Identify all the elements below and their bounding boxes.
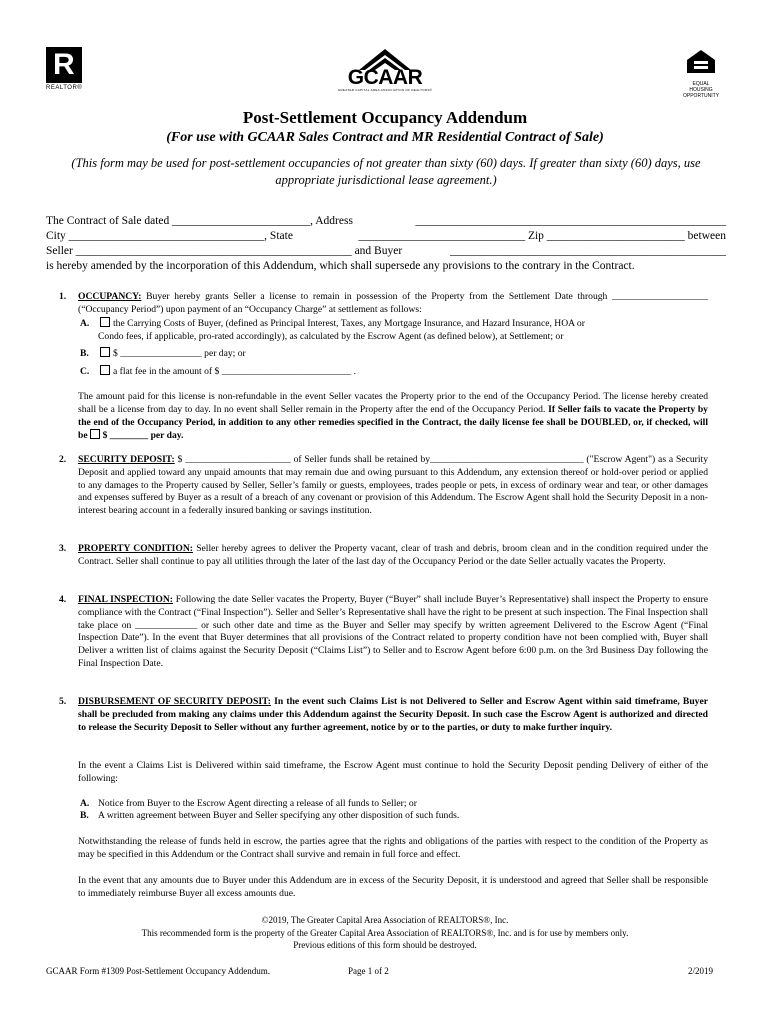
section-number: 4. <box>59 594 67 605</box>
option-label: B. <box>80 348 89 359</box>
option-text: A written agreement between Buyer and Seller specifying any other disposition of such funds. <box>98 810 460 821</box>
section-property-condition <box>59 543 708 569</box>
option-text[interactable]: $ _________________ per day; or <box>113 348 246 359</box>
section-security-deposit <box>59 454 708 518</box>
option-b <box>80 347 700 361</box>
section-header: FINAL INSPECTION: <box>78 594 174 605</box>
option-label: A. <box>80 798 90 809</box>
equal-housing-icon <box>685 48 717 74</box>
section-text: Buyer hereby grants Seller a license to remain in possession of the Property from the Settlement Date through ____________________ (“Occupancy Period”) upon payment of an “Occupancy Charge” at settlement as follows: <box>78 291 708 315</box>
amendment-statement: is hereby amended by the incorporation of this Addendum, which shall supersede any provisions to the contrary in the Contract. <box>46 260 635 272</box>
option-label: B. <box>80 810 89 821</box>
paragraph-text: The amount paid for this license is non-refundable in the event Seller vacates the Property prior to the end of the Occupancy Period. The license hereby created shall be a license from day to day. In no event shall Seller remain in the Property after the end of the Occupancy Period. <box>78 391 708 415</box>
city-field[interactable]: City __________________________________, State <box>46 230 293 242</box>
checkbox-icon[interactable] <box>100 347 110 357</box>
section-text: Seller hereby agrees to deliver the Property vacant, clear of trash and debris, broom clean and in the condition required under the Contract. Seller shall continue to pay all utilities through the later of the last day of the Occupancy Period or the date Seller actually vacates the Property. <box>78 543 708 567</box>
copyright-text: ©2019, The Greater Capital Area Association of REALTORS®, Inc. <box>261 915 509 925</box>
paragraph-bold-text: If Seller fails to vacate the Property by the end of the Occupancy Period, in addition to any other remedies specified in the Contract, the daily license fee shall be DOUBLED, or, if checked, will be <box>78 403 708 442</box>
contract-info <box>46 214 726 274</box>
checkbox-icon[interactable] <box>100 317 110 327</box>
state-zip-field[interactable]: _____________________________ Zip ________________________ between <box>358 230 726 242</box>
occupancy-paragraph <box>78 391 708 443</box>
excess-paragraph: In the event that any amounts due to Buyer under this Addendum are in excess of the Security Deposit, it is understood and agreed that Seller shall be responsible to immediately reimburse Buyer all excess amounts due. <box>78 875 708 899</box>
option-text: the Carrying Costs of Buyer, (defined as Principal Interest, Taxes, any Mortgage Insurance, and Hazard Insurance, HOA or <box>113 318 585 329</box>
gcaar-wordmark: GCAAR <box>347 66 423 89</box>
previous-editions-notice: Previous editions of this form should be destroyed. <box>293 940 477 950</box>
section-number: 2. <box>59 454 67 465</box>
section-header: SECURITY DEPOSIT: <box>78 454 175 465</box>
option-label: A. <box>80 318 90 329</box>
checkbox-icon[interactable] <box>100 365 110 375</box>
disbursement-option-b <box>80 810 700 823</box>
contract-date-field[interactable]: The Contract of Sale dated ________________________, Address <box>46 215 353 227</box>
disbursement-option-a <box>80 798 700 811</box>
paragraph-bold-end[interactable]: $ ________ per day. <box>102 430 184 442</box>
realtor-logo-caption: REALTOR® <box>46 85 83 91</box>
footer-notice <box>0 914 770 952</box>
seller-field[interactable]: Seller ________________________________________________ and Buyer <box>46 245 403 257</box>
option-text-cont: Condo fees, if applicable, pro-rated accordingly), as calculated by the Escrow Agent (as defined below), at Settlement; or <box>98 330 564 342</box>
option-a <box>80 317 700 344</box>
option-label: C. <box>80 366 90 377</box>
property-notice: This recommended form is the property of the Greater Capital Area Association of REALTORS®, Inc. and is for use by members only. <box>141 927 629 938</box>
address-field[interactable]: ______________________________________________________ <box>415 215 726 227</box>
section-text: Following the date Seller vacates the Property, Buyer (“Buyer” shall include Buyer’s Representative) shall inspect the Property to ensure compliance with the Contract (“Final Inspection”). Seller and Seller’s Representative shall have the right to be present at such inspection. The Final Inspection shall take place on _____________ or such other date and time as the Buyer and Seller may specify by written agreement Delivered to the Escrow Agent (“Final Inspection Date”). In the event that Buyer determines that all provisions of the Contract related to property condition have not been complied with, Buyer shall Deliver a written list of claims against the Security Deposit (“Claims List”) to Seller and to Escrow Agent before 6:00 p.m. on the 3rd Business Day following the Final Inspection Date. <box>78 594 709 669</box>
page-title: Post-Settlement Occupancy Addendum <box>242 108 528 127</box>
buyer-field[interactable]: ________________________________________________ <box>450 245 726 257</box>
option-text[interactable]: a flat fee in the amount of $ ___________________________ . <box>113 366 357 377</box>
gcaar-logo <box>335 46 435 98</box>
gcaar-tagline: GREATER CAPITAL AREA ASSOCIATION OF REALTORS® <box>337 88 433 92</box>
section-text: In the event such Claims List is not Delivered to Seller and Escrow Agent within said timeframe, Buyer shall be precluded from making any claims under this Addendum against the Security Deposit. In such case the Escrow Agent is authorized and directed to release the Security Deposit to Seller without any further agreement, notice by or to the parties, or duty to make further inquiry. <box>78 696 708 733</box>
section-number: 3. <box>59 543 67 554</box>
realtor-logo-icon: R <box>46 47 82 83</box>
section-final-inspection <box>59 594 709 671</box>
equal-housing-logo <box>683 48 719 99</box>
page-subtitle: (For use with GCAAR Sales Contract and MR Residential Contract of Sale) <box>166 130 604 145</box>
section-text: $ ______________________ of Seller funds shall be retained by________________________________ ("Escrow Agent") as a Security Deposit and applied toward any unpaid amounts that may remain due and owing pursuant to this Addendum, any extension thereof or hold-over period or applied to any damages to the Property caused by Seller, Seller’s family or guests, employees, trades people or pets, in excess of ordinary wear and tear, or other damages and expenses suffered by Buyer as a result of a breach of any covenant or provision of this Addendum. The Escrow Agent shall hold the Security Deposit in a non-interest bearing account in a federally insured banking or savings institution. <box>78 454 708 517</box>
section-occupancy <box>59 291 708 317</box>
option-text: Notice from Buyer to the Escrow Agent directing a release of all funds to Seller; or <box>98 798 417 809</box>
form-id: GCAAR Form #1309 Post-Settlement Occupancy Addendum. <box>46 966 270 976</box>
section-header: DISBURSEMENT OF SECURITY DEPOSIT: <box>78 696 271 707</box>
usage-note: (This form may be used for post-settlement occupancies of not greater than sixty (60) days. If greater than sixty (60) days, use appropriate jurisdictional lease agreement.) <box>71 156 701 187</box>
section-header: OCCUPANCY: <box>78 291 142 302</box>
section-number: 1. <box>59 291 67 302</box>
page-number: Page 1 of 2 <box>348 966 389 976</box>
realtor-logo <box>46 47 88 91</box>
equal-housing-caption: EQUAL HOUSING OPPORTUNITY <box>683 81 720 99</box>
section-disbursement <box>59 696 708 734</box>
checkbox-icon[interactable] <box>90 429 100 439</box>
form-date: 2/2019 <box>688 966 714 976</box>
claims-paragraph: In the event a Claims List is Delivered within said timeframe, the Escrow Agent must continue to hold the Security Deposit pending Delivery of either of the following: <box>78 760 708 784</box>
section-number: 5. <box>59 696 67 707</box>
option-c <box>80 365 700 379</box>
section-header: PROPERTY CONDITION: <box>78 543 193 554</box>
survival-paragraph: Notwithstanding the release of funds held in escrow, the parties agree that the rights and obligations of the parties with respect to the condition of the Property as may be specified in this Addendum or the Contract shall survive and remain in full force and effect. <box>78 836 708 860</box>
